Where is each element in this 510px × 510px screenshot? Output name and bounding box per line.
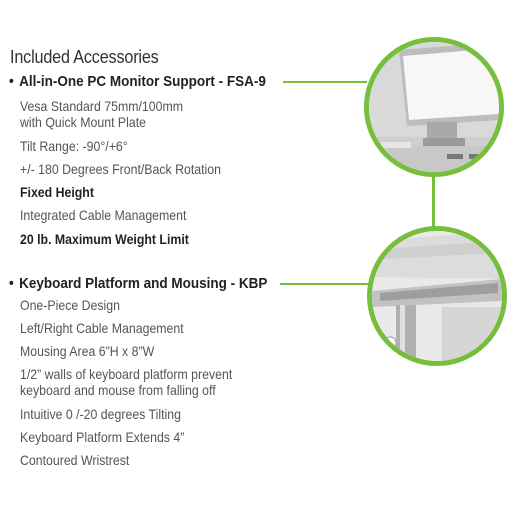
connector-line-bottom [280, 283, 372, 285]
list-item: Contoured Wristrest [20, 452, 130, 468]
list-item: Keyboard Platform Extends 4” [20, 429, 185, 445]
list-item: Mousing Area 6”H x 8”W [20, 343, 155, 359]
list-item: 1/2” walls of keyboard platform prevent [20, 366, 233, 382]
section-title-text: All-in-One PC Monitor Support - FSA-9 [19, 73, 266, 90]
bullet: • [9, 275, 14, 292]
bullet: • [9, 73, 14, 90]
section-title-monitor-support [9, 73, 266, 90]
page-title: Included Accessories [10, 47, 159, 67]
altus-logo: ALTUS [380, 355, 399, 361]
list-item: +/- 180 Degrees Front/Back Rotation [20, 161, 221, 177]
list-item: One-Piece Design [20, 297, 120, 313]
keyboard-platform-illustration [372, 231, 502, 361]
list-item: 20 lb. Maximum Weight Limit [20, 231, 189, 247]
monitor-support-illustration [369, 42, 499, 172]
keyboard-platform-photo [367, 226, 507, 366]
list-item: keyboard and mouse from falling off [20, 382, 216, 398]
list-item: Tilt Range: -90°/+6° [20, 138, 128, 154]
section-title-keyboard-platform [9, 275, 267, 292]
connector-line-vertical [432, 168, 435, 234]
section-title-text: Keyboard Platform and Mousing - KBP [19, 275, 268, 292]
list-item: Fixed Height [20, 184, 94, 200]
connector-line-top [283, 81, 367, 83]
list-item: Intuitive 0 /-20 degrees Tilting [20, 406, 181, 422]
list-item: Vesa Standard 75mm/100mm [20, 98, 183, 114]
list-item: Integrated Cable Management [20, 207, 187, 223]
monitor-support-photo [364, 37, 504, 177]
list-item: Left/Right Cable Management [20, 320, 184, 336]
list-item: with Quick Mount Plate [20, 114, 146, 130]
